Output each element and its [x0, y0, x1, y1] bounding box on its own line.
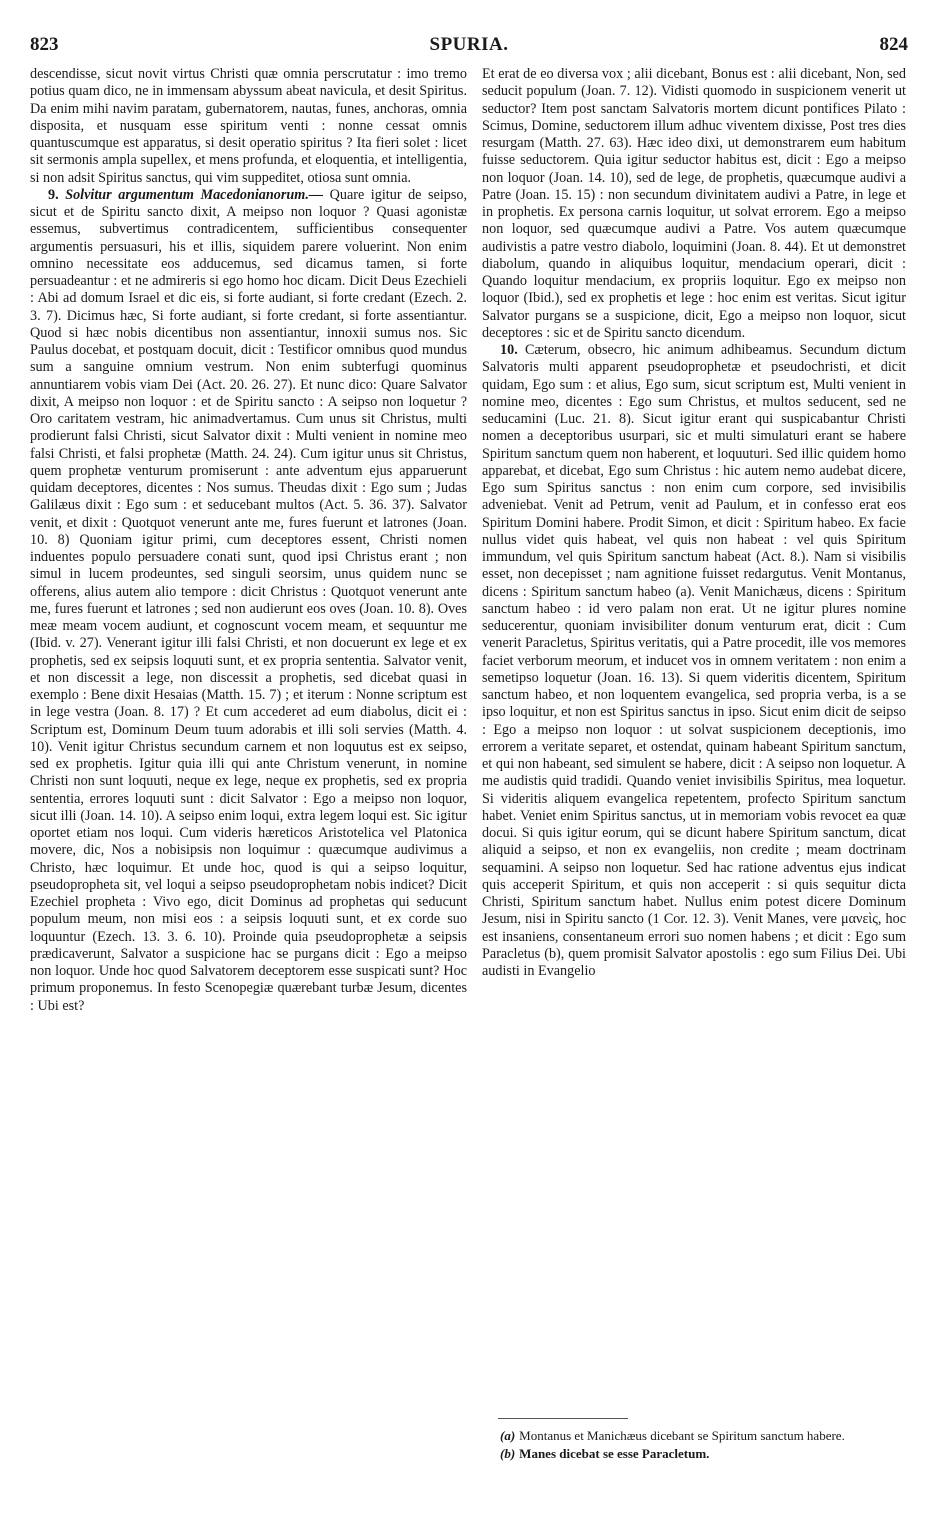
section-10-text: Cæterum, obsecro, hic animum adhibeamus. Secundum dictum Salvatoris multi apparent pseudoprophetæ et pseudochristi, et dicit quidam, Ego sum : et alius, Ego sum, sicut scriptum est, Multi venient in nomine meo, dicentes : Ego sum Christus, et multos seducent, sed ne seducamini (Luc. 21. 8). Sicut igitur erant qui suspicabantur Christi nomen a deceptoribus usurpari, sic et multi simulaturi erant se habere Spiritum sanctum quem non haberent, et loquuturi. Sed illic quidem homo apparebat, et dicebat, Ego sum Christus : hic autem nemo audebat dicere, Ego sum Spiritus sanctus : non enim cum corpore, sed invisibilis adveniebat. Venit ad Petrum, venit ad Paulum, et in confesso erat eos Spiritum Domini habere. Prodit Simon, et dicit : Spiritum habeo. Ex facie nullus videt quis habeat, vel quis non habeat : vel quis Spiritum immundum, vel quis Spiritum sanctum habeat (Act. 8.). Nam si visibilis esset, non decepisset ; nam agnitione fuisset redargutus. Venit Montanus, dicens : Spiritum sanctum habeo (a). Venit Manichæus, dicens : Spiritum sanctum habeo : id vero palam non erat. Ut ne igitur plures nomine seducerentur, quoniam invisibiliter donum venturum erat, dicit : Cum venerit Paracletus, Spiritus veritatis, qui a Patre procedit, ille vos memores faciet verborum meorum, et inducet vos in omnem veritatem : non enim a semetipso loquetur (Joan. 16. 13). Si quem videritis dicentem, Spiritum sanctum habeo, et non loquentem evangelica, sed propria verba, is a se ipso loquitur, et non est Spiritus sanctus in ipso. Sicut enim dicit de seipso : Ego a meipso non loquor : ut solvat suspicionem deceptionis, imo errorem a veritate separet, et ostendat, quinam habeant Spiritum sanctum, et qui non habeant, sed simulent se habere, dicit : A seipso non loquetur. A me audistis quid tradidi. Quando veniet invisibilis Spiritus, mea loquetur. Si videritis aliquem evangelica repetentem, profecto Spiritum sanctum habet. Veniet enim Spiritus sanctus, ut in memoriam vobis revocet ea quæ docui. Si quis igitur eorum, qui se dicunt habere Spiritum sanctum, dicat aliquid a seipso, et non ex evangeliis, non credite ; meam doctrinam sequamini. A seipso non loquetur. Sed hac ratione adventus ejus indicat quis acceperit Spiritum, et quis non acceperit : si quis sequitur dicta Christi, Spiritum sanctum habet. Nullus enim potest dicere Dominum Jesum, nisi in Spiritu sancto (1 Cor. 12. 3). Venit Manes, vere μανεὶς, hoc est insaniens, consentaneum errori suo nomen habens ; et dicit : Ego sum Paracletus (b), quem promisit Salvator apostolis : ego sum Filius Dei. Ubi audisti in Evangelio: [482, 342, 906, 979]
running-title: SPURIA.: [429, 34, 509, 55]
section-9-number: 9.: [48, 186, 59, 203]
section-9-title: Solvitur argumentum Macedonianorum.—: [65, 186, 324, 203]
left-page-number: 823: [30, 34, 59, 55]
footnote-a: [500, 1428, 906, 1444]
section-9-paragraph: [30, 187, 467, 1015]
left-paragraph-1: descendisse, sicut novit virtus Christi quæ omnia perscrutatur : imo tremo potius quam dico, ne in immensam abyssum abeat navicula, et desit Spiritus. Da enim mihi navim paratam, gubernatorem, nautas, funes, anchoras, omnia disposita, et nusquam esse spiritum venti : nonne cessat omnis quantuscumque est apparatus, si desit operatio spiritus ? Ita fieri solet : licet sit sermonis ampla supellex, et mens profunda, et eloquentia, et intelligentia, si non adsit Spiritus sanctus, qui vim suppeditet, otiosa sunt omnia.: [30, 66, 467, 186]
footnote-b: [500, 1446, 906, 1462]
footnote-b-mark: (b): [500, 1446, 516, 1461]
footnote-rule: [498, 1418, 628, 1419]
right-page-number: 824: [879, 34, 908, 55]
section-9-text: Quare igitur de seipso, sicut et de Spiritu sancto dixit, A meipso non loquor ? Quasi agonistæ essemus, subvertimus contradicentem, sufficientibus consequenter argumentis persuasuri, his et illis, siquidem parere voluerint. Non enim omnino necessitate eos adducemus, sed dicamus tamen, si forte persuadeantur : et ne admireris si ego homo hoc dicam. Dicit Deus Ezechieli : Abi ad domum Israel et dic eis, si forte audiant, si forte credant (Ezech. 2. 3. 7). Dicimus hæc, Si forte audiant, si forte credant, si forte assentiantur. Quod si hæc nobis dicentibus non assentiantur, innoxii sumus nos. Sic Paulus docebat, et postquam docuit, dicit : Testificor omnibus quod mundus sum a sanguine omnium vestrum. Non enim subterfugi quominus annuntiarem vobis viam Dei (Act. 20. 26. 27). Et nunc dico: Quare Salvator dixit, A meipso non loquor : et de Spiritu sancto : A seipso non loquetur ? Oro caritatem vestram, hic animadvertamus. Cum unus sit Christus, multi prodierunt falsi Christi, sicut Salvator dixit : Multi venient in nomine meo falsi Christi, et falsi prophetæ (Matth. 24. 24). Cum igitur unus sit Christus, quem prophetæ venturum promiserunt : ante adventum ejus apparuerunt quidam deceptores, dicentes : Nos sumus. Theudas dixit : Ego sum ; Judas Galilæus dixit : Ego sum : et seducebant multos (Act. 5. 36. 37). Salvator venit, et dixit : Quotquot venerunt ante me, fures fuerunt et latrones (Joan. 10. 8) Quoniam igitur primi, cum deceptores essent, Christi nomen induentes populo persuadere conati sunt, quod ipsi Christus erant ; non simul in lucem prodeuntes, sed singuli seorsim, unus quidem nunc se offerens, alius autem alio tempore : dicit Christus : Quotquot venerunt ante me, fures fuerunt et latrones ; sed non audierunt eos oves (Joan. 10. 8). Oves meæ meam vocem audiunt, et cognoscunt vocem meam, et sequuntur me (Ibid. v. 27). Venerant igitur illi falsi Christi, et non docuerunt ex lege et ex prophetis, sed ex seipsis loquuti sunt, et ex propria sententia. Salvator venit, et non discessit a lege, non discessit a prophetis, sed dicebat quasi in exemplo : Bene dixit Hesaias (Matth. 15. 7) ; et iterum : Nonne scriptum est in lege vestra (Joan. 8. 17) ? Et cum accederet ad eum diabolus, dicit ei : Scriptum est, Dominum Deum tuum adorabis et illi soli servies (Matth. 4. 10). Venit igitur Christus secundum carnem et non loquutus est ex seipso, sed ex prophetis. Igitur quia illi qui ante Christum venerunt, in nomine Christi non sunt loquuti, neque ex lege, neque ex prophetis, sed ex propria sententia, errores loquuti sunt : dicit Salvator : Ego a meipso non loquor, sicut illi (Joan. 14. 10). A seipso enim loqui, extra legem loqui est. Sic igitur oportet etiam nos loqui. Cum videris hæreticos Aristotelica vel Platonica movere, dic, Nos a nobisipsis non loquimur : quæcumque audivimus a Christo, hæc loquimur. Et unde hoc, quod is qui a seipso loquitur, pseudopropheta sit, vel loqui a seipso pseudoprophetam nobis indicet? Dicit Ezechiel propheta : Vivo ego, dicit Dominus ad prophetas qui seducunt populum meum, non misi eos : a seipsis loquuti sunt, et ex corde suo loquuntur (Ezech. 13. 3. 6. 10). Proinde quia pseudoprophetæ a seipsis prædicaverunt, Salvator a suspicione hac se purgans dicit : Ego a meipso non loquor. Unde hoc quod Salvatorem deceptorem esse suspicati sunt? Hoc primum proponemus. In festo Scenopegiæ quærebant turbæ Jesum, dicentes : Ubi est?: [30, 186, 468, 1014]
section-10-paragraph: [482, 342, 906, 980]
section-10-number: 10.: [500, 342, 518, 358]
right-paragraph-1: Et erat de eo diversa vox ; alii dicebant, Bonus est : alii dicebant, Non, sed seducit populum (Joan. 7. 12). Vidisti quomodo in suspicionem venerit ut seductor? Item post sanctam Salvatoris mortem dicunt pontifices Pilato : Scimus, Domine, seductorem illum adhuc viventem dixisse, Post tres dies resurgam (Matth. 27. 63). Hæc ideo dixi, ut demonstrarem eum habitum fuisse seductorem. Quia igitur seductor habitus est, dicit : Ego a meipso non loquor (Joan. 14. 10), sed de lege, de prophetis, quæcumque audivi a Patre (Joan. 15. 15) : non secundum divinitatem audivi a Patre, in lege et in prophetis. Ex persona carnis loquitur, ut solvat errorem. Ego a meipso non loquor, sed quæcumque audivi a Patre. Vos autem quæcumque audivistis a patre vestro diabolo, loquimini (Joan. 8. 44). Et ut demonstret diabolum, quando in aliquibus loquitur, mendacium operari, dicit : Quando loquitur mendacium, ex propriis loquitur. Ego ex meipso non loquor (Ibid.), sed ex prophetis et lege : hoc enim est veritas. Sicut igitur Salvator purgans se a suspicione, dicit, Ego a meipso non loquor, sicut deceptores : sic et de Spiritu sancto dicendum.: [482, 66, 906, 341]
right-column: [482, 66, 906, 980]
page-header: [30, 34, 908, 56]
footnote-a-mark: (a): [500, 1428, 516, 1443]
footnote-b-text: Manes dicebat se esse Paracletum.: [519, 1446, 710, 1461]
footnote-a-text: Montanus et Manichæus dicebant se Spiritum sanctum habere.: [519, 1428, 845, 1443]
left-column: [30, 66, 467, 1015]
footnotes: [500, 1428, 906, 1464]
